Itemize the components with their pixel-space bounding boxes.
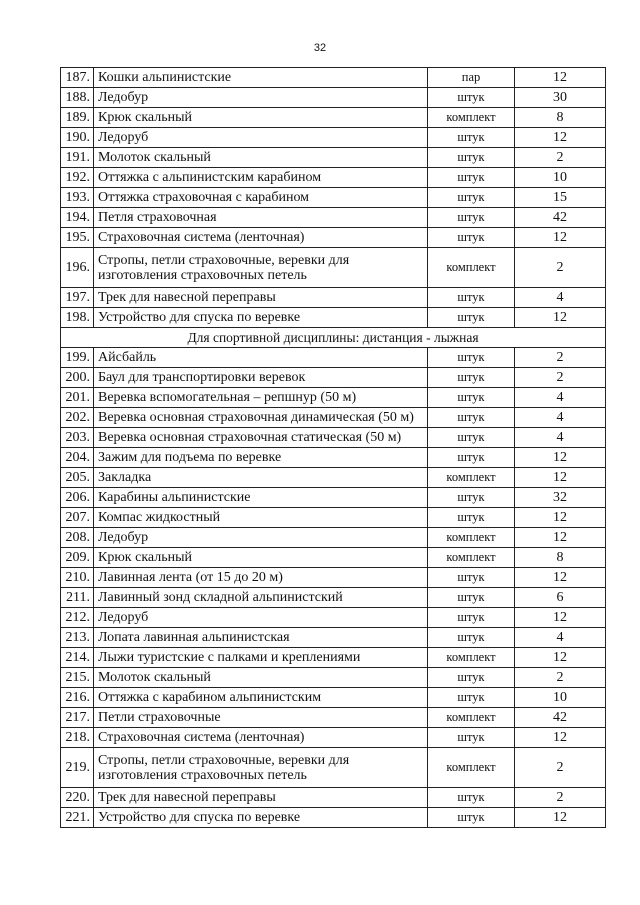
item-unit: штук bbox=[428, 188, 515, 208]
item-quantity: 4 bbox=[515, 408, 606, 428]
item-unit: штук bbox=[428, 428, 515, 448]
item-unit: штук bbox=[428, 568, 515, 588]
table-row bbox=[61, 88, 606, 108]
item-unit: комплект bbox=[428, 248, 515, 288]
item-unit: штук bbox=[428, 88, 515, 108]
row-number: 211. bbox=[61, 588, 94, 608]
row-number: 205. bbox=[61, 468, 94, 488]
table-row bbox=[61, 788, 606, 808]
table-row bbox=[61, 448, 606, 468]
row-number: 190. bbox=[61, 128, 94, 148]
row-number: 219. bbox=[61, 748, 94, 788]
item-unit: комплект bbox=[428, 708, 515, 728]
row-number: 200. bbox=[61, 368, 94, 388]
item-name: Ледоруб bbox=[94, 608, 428, 628]
item-name: Лыжи туристские с палками и креплениями bbox=[94, 648, 428, 668]
item-unit: штук bbox=[428, 368, 515, 388]
item-name: Лавинная лента (от 15 до 20 м) bbox=[94, 568, 428, 588]
item-unit: штук bbox=[428, 408, 515, 428]
row-number: 215. bbox=[61, 668, 94, 688]
row-number: 195. bbox=[61, 228, 94, 248]
row-number: 221. bbox=[61, 808, 94, 828]
item-name: Молоток скальный bbox=[94, 668, 428, 688]
item-name: Ледобур bbox=[94, 88, 428, 108]
item-unit: штук bbox=[428, 808, 515, 828]
item-quantity: 2 bbox=[515, 148, 606, 168]
item-name: Айсбайль bbox=[94, 348, 428, 368]
table-row bbox=[61, 688, 606, 708]
table-row bbox=[61, 508, 606, 528]
row-number: 203. bbox=[61, 428, 94, 448]
table-row bbox=[61, 68, 606, 88]
table-row bbox=[61, 588, 606, 608]
item-name: Закладка bbox=[94, 468, 428, 488]
item-quantity: 12 bbox=[515, 568, 606, 588]
item-name: Молоток скальный bbox=[94, 148, 428, 168]
item-quantity: 8 bbox=[515, 548, 606, 568]
table-row bbox=[61, 428, 606, 448]
item-quantity: 12 bbox=[515, 128, 606, 148]
item-quantity: 12 bbox=[515, 808, 606, 828]
table-row bbox=[61, 648, 606, 668]
item-name: Крюк скальный bbox=[94, 108, 428, 128]
item-unit: штук bbox=[428, 728, 515, 748]
item-name: Ледоруб bbox=[94, 128, 428, 148]
row-number: 192. bbox=[61, 168, 94, 188]
row-number: 220. bbox=[61, 788, 94, 808]
item-name: Петля страховочная bbox=[94, 208, 428, 228]
item-unit: комплект bbox=[428, 528, 515, 548]
item-name: Веревка основная страховочная динамическая (50 м) bbox=[94, 408, 428, 428]
item-quantity: 12 bbox=[515, 68, 606, 88]
item-unit: штук bbox=[428, 288, 515, 308]
table-row bbox=[61, 188, 606, 208]
item-quantity: 6 bbox=[515, 588, 606, 608]
item-quantity: 2 bbox=[515, 788, 606, 808]
item-unit: комплект bbox=[428, 548, 515, 568]
item-quantity: 12 bbox=[515, 308, 606, 328]
table-row bbox=[61, 128, 606, 148]
row-number: 196. bbox=[61, 248, 94, 288]
item-unit: штук bbox=[428, 168, 515, 188]
table-row bbox=[61, 228, 606, 248]
item-quantity: 32 bbox=[515, 488, 606, 508]
item-unit: комплект bbox=[428, 108, 515, 128]
item-name: Веревка основная страховочная статическая (50 м) bbox=[94, 428, 428, 448]
item-unit: штук bbox=[428, 628, 515, 648]
table-row bbox=[61, 488, 606, 508]
item-name: Стропы, петли страховочные, веревки для изготовления страховочных петель bbox=[94, 748, 428, 788]
table-row bbox=[61, 148, 606, 168]
table-row bbox=[61, 368, 606, 388]
table-row bbox=[61, 248, 606, 288]
item-quantity: 12 bbox=[515, 468, 606, 488]
table-row bbox=[61, 168, 606, 188]
item-quantity: 4 bbox=[515, 628, 606, 648]
item-unit: штук bbox=[428, 208, 515, 228]
row-number: 193. bbox=[61, 188, 94, 208]
row-number: 188. bbox=[61, 88, 94, 108]
item-unit: штук bbox=[428, 388, 515, 408]
item-quantity: 8 bbox=[515, 108, 606, 128]
table-row bbox=[61, 748, 606, 788]
item-name: Трек для навесной переправы bbox=[94, 788, 428, 808]
row-number: 194. bbox=[61, 208, 94, 228]
item-unit: штук bbox=[428, 128, 515, 148]
row-number: 202. bbox=[61, 408, 94, 428]
section-row bbox=[61, 328, 606, 348]
item-quantity: 30 bbox=[515, 88, 606, 108]
item-name: Устройство для спуска по веревке bbox=[94, 308, 428, 328]
item-name: Устройство для спуска по веревке bbox=[94, 808, 428, 828]
table-row bbox=[61, 468, 606, 488]
item-name: Стропы, петли страховочные, веревки для изготовления страховочных петель bbox=[94, 248, 428, 288]
table-row bbox=[61, 108, 606, 128]
item-quantity: 2 bbox=[515, 668, 606, 688]
item-quantity: 12 bbox=[515, 728, 606, 748]
table-row bbox=[61, 408, 606, 428]
item-unit: штук bbox=[428, 228, 515, 248]
row-number: 210. bbox=[61, 568, 94, 588]
table-row bbox=[61, 548, 606, 568]
row-number: 214. bbox=[61, 648, 94, 668]
table-row bbox=[61, 808, 606, 828]
item-quantity: 10 bbox=[515, 688, 606, 708]
table-row bbox=[61, 348, 606, 368]
equipment-table-body bbox=[61, 68, 606, 828]
item-unit: штук bbox=[428, 608, 515, 628]
row-number: 201. bbox=[61, 388, 94, 408]
row-number: 191. bbox=[61, 148, 94, 168]
item-name: Петли страховочные bbox=[94, 708, 428, 728]
item-quantity: 12 bbox=[515, 228, 606, 248]
row-number: 198. bbox=[61, 308, 94, 328]
item-unit: штук bbox=[428, 508, 515, 528]
item-unit: штук bbox=[428, 488, 515, 508]
row-number: 189. bbox=[61, 108, 94, 128]
table-row bbox=[61, 628, 606, 648]
item-name: Баул для транспортировки веревок bbox=[94, 368, 428, 388]
item-unit: штук bbox=[428, 448, 515, 468]
table-row bbox=[61, 528, 606, 548]
item-unit: штук bbox=[428, 148, 515, 168]
table-row bbox=[61, 568, 606, 588]
table-row bbox=[61, 608, 606, 628]
section-title: Для спортивной дисциплины: дистанция - лыжная bbox=[61, 328, 606, 348]
item-unit: штук bbox=[428, 308, 515, 328]
item-unit: комплект bbox=[428, 468, 515, 488]
page-number: 32 bbox=[313, 42, 327, 54]
item-quantity: 2 bbox=[515, 368, 606, 388]
item-quantity: 12 bbox=[515, 608, 606, 628]
item-name: Оттяжка с карабином альпинистским bbox=[94, 688, 428, 708]
item-unit: штук bbox=[428, 588, 515, 608]
item-name: Веревка вспомогательная – репшнур (50 м) bbox=[94, 388, 428, 408]
item-quantity: 4 bbox=[515, 388, 606, 408]
item-name: Ледобур bbox=[94, 528, 428, 548]
row-number: 207. bbox=[61, 508, 94, 528]
row-number: 209. bbox=[61, 548, 94, 568]
item-name: Трек для навесной переправы bbox=[94, 288, 428, 308]
item-unit: комплект bbox=[428, 748, 515, 788]
item-name: Кошки альпинистские bbox=[94, 68, 428, 88]
item-quantity: 12 bbox=[515, 448, 606, 468]
item-quantity: 12 bbox=[515, 528, 606, 548]
row-number: 187. bbox=[61, 68, 94, 88]
item-name: Зажим для подъема по веревке bbox=[94, 448, 428, 468]
item-quantity: 12 bbox=[515, 508, 606, 528]
item-quantity: 2 bbox=[515, 348, 606, 368]
item-name: Компас жидкостный bbox=[94, 508, 428, 528]
row-number: 197. bbox=[61, 288, 94, 308]
row-number: 212. bbox=[61, 608, 94, 628]
item-unit: штук bbox=[428, 788, 515, 808]
table-row bbox=[61, 728, 606, 748]
item-quantity: 42 bbox=[515, 208, 606, 228]
item-unit: комплект bbox=[428, 648, 515, 668]
row-number: 217. bbox=[61, 708, 94, 728]
row-number: 206. bbox=[61, 488, 94, 508]
row-number: 199. bbox=[61, 348, 94, 368]
table-row bbox=[61, 288, 606, 308]
item-name: Оттяжка страховочная с карабином bbox=[94, 188, 428, 208]
item-name: Крюк скальный bbox=[94, 548, 428, 568]
item-name: Оттяжка с альпинистским карабином bbox=[94, 168, 428, 188]
row-number: 218. bbox=[61, 728, 94, 748]
row-number: 216. bbox=[61, 688, 94, 708]
row-number: 204. bbox=[61, 448, 94, 468]
item-quantity: 42 bbox=[515, 708, 606, 728]
table-row bbox=[61, 708, 606, 728]
item-unit: пар bbox=[428, 68, 515, 88]
item-quantity: 2 bbox=[515, 748, 606, 788]
item-unit: штук bbox=[428, 668, 515, 688]
item-name: Страховочная система (ленточная) bbox=[94, 728, 428, 748]
row-number: 208. bbox=[61, 528, 94, 548]
item-unit: штук bbox=[428, 348, 515, 368]
item-quantity: 10 bbox=[515, 168, 606, 188]
table-row bbox=[61, 668, 606, 688]
item-unit: штук bbox=[428, 688, 515, 708]
item-quantity: 12 bbox=[515, 648, 606, 668]
item-name: Карабины альпинистские bbox=[94, 488, 428, 508]
item-name: Лавинный зонд складной альпинистский bbox=[94, 588, 428, 608]
equipment-table bbox=[60, 67, 606, 828]
table-row bbox=[61, 308, 606, 328]
item-quantity: 4 bbox=[515, 288, 606, 308]
row-number: 213. bbox=[61, 628, 94, 648]
item-name: Страховочная система (ленточная) bbox=[94, 228, 428, 248]
table-row bbox=[61, 388, 606, 408]
item-quantity: 2 bbox=[515, 248, 606, 288]
item-name: Лопата лавинная альпинистская bbox=[94, 628, 428, 648]
item-quantity: 4 bbox=[515, 428, 606, 448]
table-row bbox=[61, 208, 606, 228]
item-quantity: 15 bbox=[515, 188, 606, 208]
